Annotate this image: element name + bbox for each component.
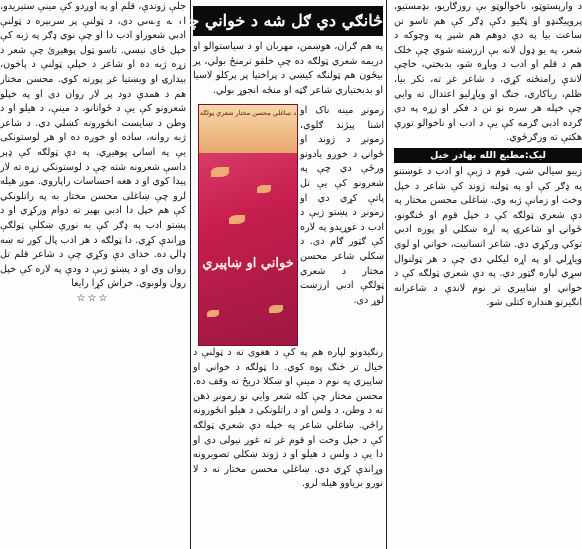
leaf-decoration	[211, 167, 229, 177]
end-stars: ☆☆☆	[76, 292, 110, 304]
article-column-left	[0, 0, 186, 549]
column-divider-left	[190, 0, 191, 549]
article-column-right	[390, 0, 582, 549]
column-divider-right	[386, 0, 387, 549]
article-column-center: زمونږ مینه ناک او اشنا پیژند ګلوي، زمونږ د ژوند او ځوانۍ د خوږو یادونو ورځې دي چې په شعرونو کې یې تل پاتې کړي دي او زمونږ د پښتو ژبې د ادب د غوړیدو په لاره کې ګټور ګام دی. د ښکلي شاعر محسن مختار د شعري ټولګې ادبي ارزښت لوړ دی.	[300, 105, 384, 306]
column-left-text: جلې ژوندې، قلم او په اوږدو کې مینې ستیریدو، او په ولسي دی، د ټولنې پر سربېره د ټولنې ادبي شعوراو ادب دا او چې نوي ډګر په ژبه کې خپل ځای نیسي. تاسو ټول پوهیږئ چې شعر د زړه ژبه ده او شاعر د خپلې ټولنې د پاڅون، بیدارۍ او ویښتیا غږ پورته کوي. محسن مختار هم د همدې دود پر لار روان دی او په خپلو شعرونو کې یې د ځوانانو، د مینې، د هیلو او د وطن د ښایست انځورونه کښلي دي. د شاعر ژبه روانه، ساده او خوږه ده او هر لوستونکی یې په اسانۍ پوهیږي. په دې ټولګه کې ډېر داسې شعرونه شته چې د لوستونکي زړه ته لار پیدا کوي او د هغه احساسات راپاروي. موږ هیله لرو چې ښاغلی محسن مختار به په راتلونکي کې هم خپل دا ادبي بهیر ته دوام ورکړي او د پښتو ادب په ډګر کې به نورې ښکلې ټولګې وړاندې کړي. دا ټولګه د هر ادب پال کور ته ښه ډالۍ ده. خدای دې وکړي چې د شاعر قلم تل روان وي او د پښتو ژبې د ودې په لاره کې خپل رول ولوبوي. خراش کړا رایعا	[0, 1, 186, 290]
leaf-decoration	[207, 310, 219, 317]
leaf-decoration	[229, 215, 245, 224]
book-cover-image	[198, 104, 298, 346]
leaf-decoration	[257, 185, 271, 193]
book-cover-title: خواني او ښاپيري	[202, 256, 294, 271]
article-headline: څانګي دي ګل شه د خواني چیناره!!	[193, 6, 383, 36]
column-right-top-text: د وارېستوټو، ناخوالوټو بې روزګاريو، بډمستیو، پروپیګنډو او ټګیو دکې ډګر کې هم تاسو نن ساعت بیا په دې دوهم هم شپږ په وچوکه د شعر، په یو ډول لانه بې ارزښته شوي چې خلک هم د قلم او ادب د ویاړه شو، بدبختي، خاچې لاندې رامنځته کړي، د شاعر غږ ته، تکر بیا، ظلم، ریاکاري، جنګ او ویاړلیو اعتدال ته وایي چې خپله هر سره نو نن د فکر او زړه په دی ګرده ادبي ګرمه کې یې د ادب او ناخوالو تورې هکتې ته ورګرځوي.	[394, 1, 582, 144]
leaf-decoration	[269, 305, 283, 313]
article-lead: په هم ګران، هوښمن، مهربان او د سیاستوالو او دریمه شعري ټولګه ده چې خلقو ترمنځ بولي، پر بیځون هم ټولنګه کیښي د پراختیا پر پرکلو لاسیا او بدبختیاري شاعر ګټه او منځه انجوړ بولي.	[193, 41, 383, 96]
book-cover-band: د ښاغلي محسن مختار شعري ټولګه	[199, 105, 297, 153]
author-byline: لیک:مطیع الله بهادر خیل	[394, 148, 582, 163]
article-column-center-bottom: رنګیدونو لپاره هم په کې د هغوی ته د ټولنې د خیال تر څنګ پوه کوي. دا ټولګه د خواني او ښاپيري په نوم د مینې او ښکلا دریځ ته وقف ده. محسن مختار چې کله شعر وايي نو زمونږ ذهن ته د وطن، د ولس او د راتلونکي د هیلو انځورونه راځي. ښاغلي شاعر په خپله دې شعري ټولګه کې د خپل وخت او قوم غږ ته غوږ نیولی دی او دا یې د ولس د هیلو او د ژوند ښکلي تصویرونه وړاندې کړي دي. ښاغلي محسن مختار ته د لا نورو بریاوو هیله لرو.	[193, 347, 383, 490]
column-right-bottom-text: زیبو سیالي شي. قوم د ژبې او ادب د غوښتنو په ډګر کې او په ټولنه ژوند کې شاعر د خپل وخت او زمانې ژبه وي. ښاغلی محسن مختار په دې شعري ټولګه کې د خپل قوم او ځنګونو، ځوانۍ او شاعرۍ په اړه ښکلي او پوره ادبي توکي ورکړي دي. شاعر انسانیت، خواني او لوی ویاړلي او په اړه لیکلي دي چې د هر ټولنوال سړي لپاره ګټور دي. په دې شعري ټولګه کې د خواني او ښاپيري تر نوم لاندې د شاعرانه انګیرنو هنداره کتلی شو.	[394, 165, 582, 309]
